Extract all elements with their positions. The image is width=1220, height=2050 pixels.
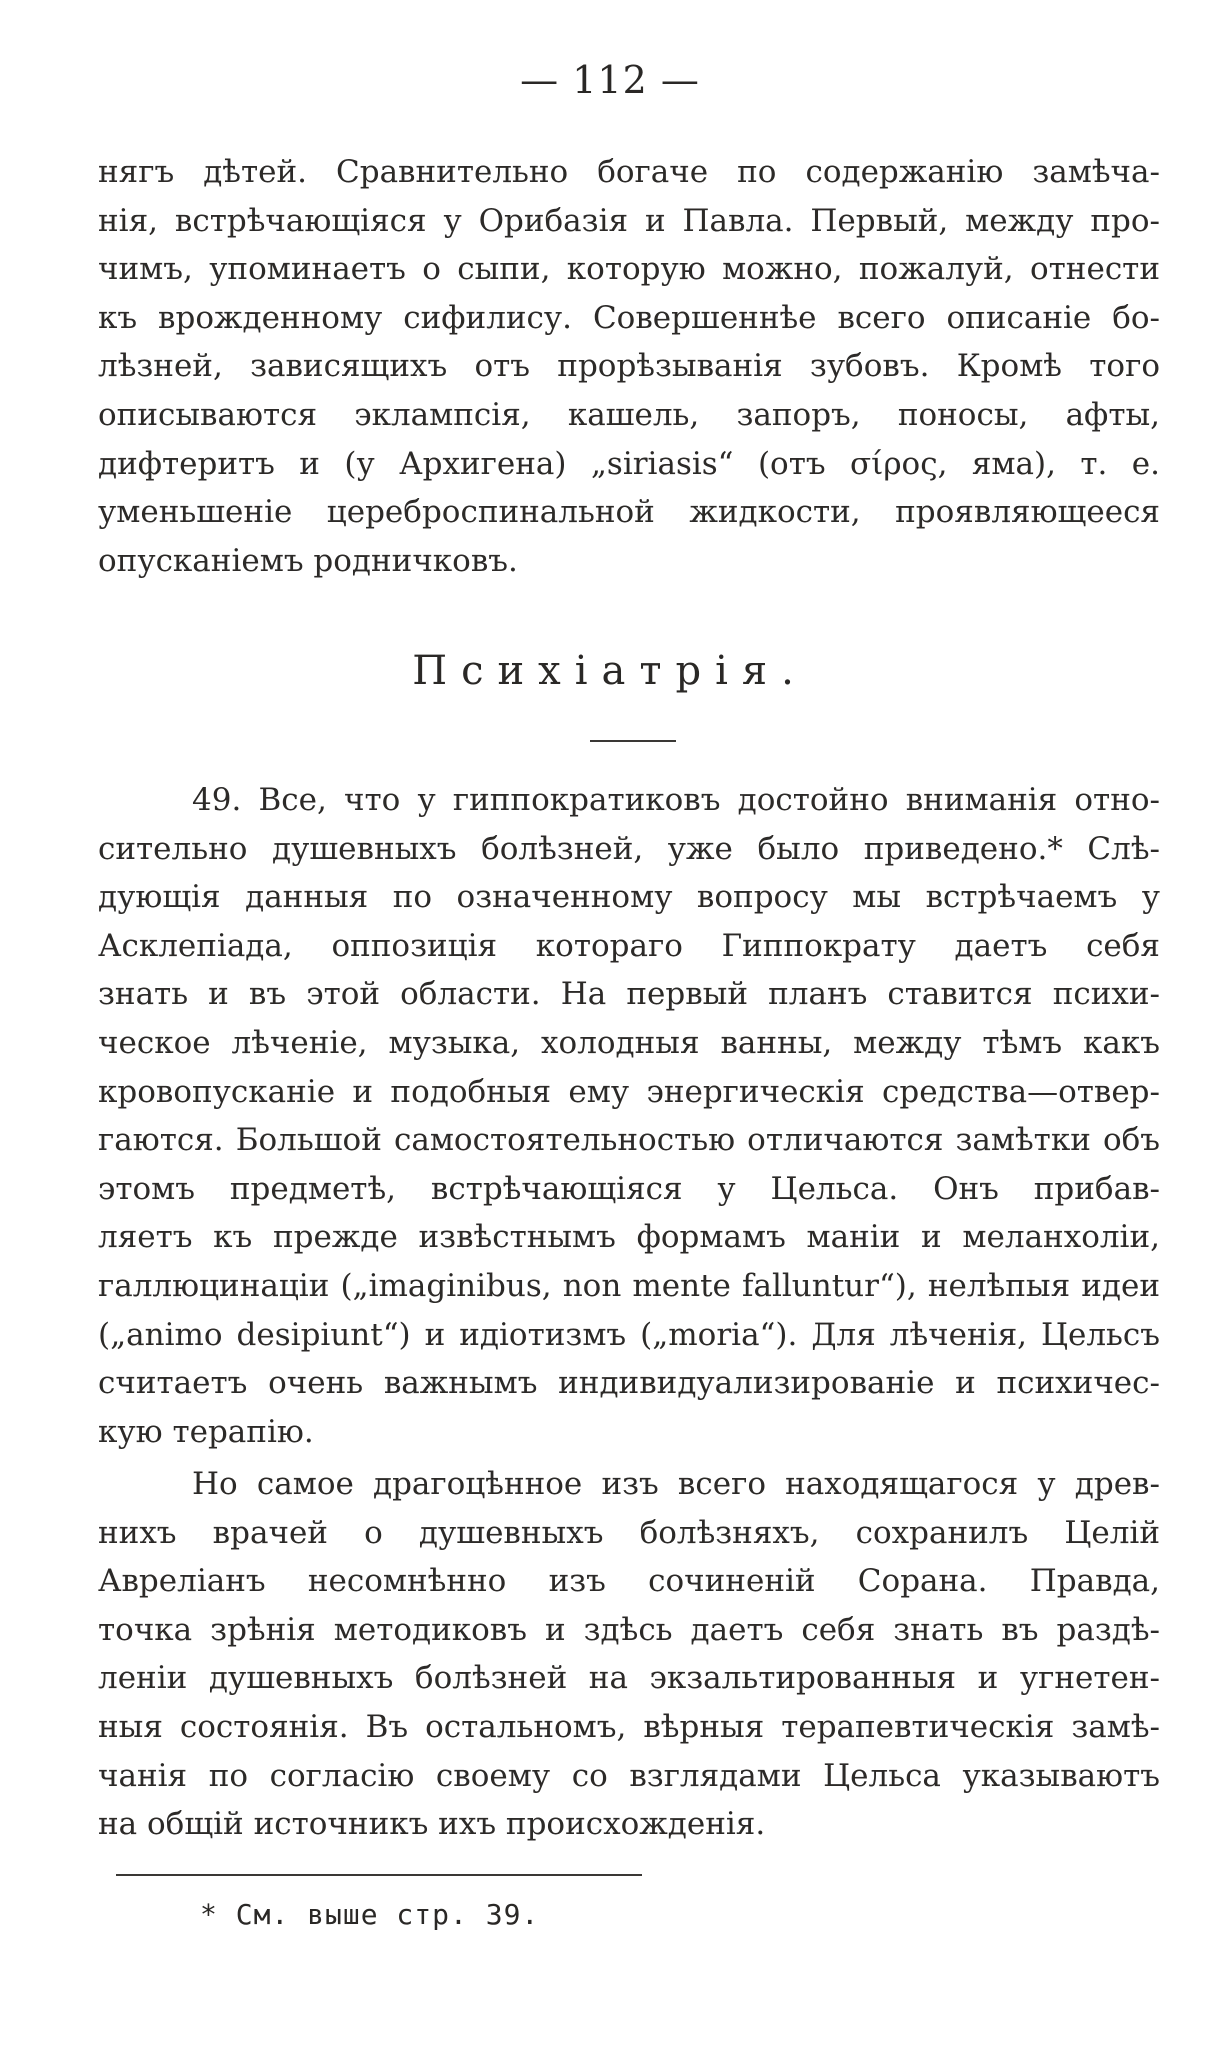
text-line: описываются эклампсія, кашель, запоръ, поносы, афты, — [98, 396, 1160, 433]
paragraph-pediatrics-continued — [98, 148, 1160, 585]
text-line: Авреліанъ несомнѣнно изъ сочиненій Сорана. Правда, — [98, 1563, 1160, 1600]
text-line: кую терапію. — [98, 1413, 314, 1450]
text-line: Асклепіада, оппозиція котораго Гиппократу даетъ себя — [98, 927, 1160, 964]
text-line: чанія по согласію своему со взглядами Цельса указываютъ — [98, 1757, 1160, 1794]
footnote-divider — [116, 1874, 642, 1876]
text-line: точка зрѣнія методиковъ и здѣсь даетъ себя знать въ раздѣ- — [98, 1611, 1160, 1648]
text-line: на общій источникъ ихъ происхожденія. — [98, 1806, 766, 1843]
text-line: лѣзней, зависящихъ отъ прорѣзыванія зубовъ. Кромѣ того — [98, 348, 1160, 385]
text-line: къ врожденному сифилису. Совершеннѣе всего описаніе бо- — [98, 299, 1160, 336]
heading-divider — [590, 740, 676, 742]
text-line: кровопусканіе и подобныя ему энергическія средства—отвер- — [98, 1073, 1160, 1110]
text-line: опусканіемъ родничковъ. — [98, 542, 518, 579]
text-line: 49. Все, что у гиппократиковъ достойно вниманія отно- — [192, 782, 1160, 818]
footnote: * См. выше стр. 39. — [200, 1898, 540, 1931]
text-line: ныя состоянія. Въ остальномъ, вѣрныя терапевтическія замѣ- — [98, 1708, 1160, 1745]
text-line: нихъ врачей о душевныхъ болѣзняхъ, сохранилъ Целій — [98, 1514, 1160, 1551]
paragraph-section-49 — [98, 776, 1160, 1456]
text-line: нягъ дѣтей. Сравнительно богаче по содержанію замѣча- — [98, 154, 1160, 190]
text-line: Но самое драгоцѣнное изъ всего находящагося у древ- — [192, 1466, 1160, 1502]
text-line: ческое лѣченіе, музыка, холодныя ванны, между тѣмъ какъ — [98, 1024, 1160, 1061]
text-line: дующія данныя по означенному вопросу мы встрѣчаемъ у — [98, 879, 1160, 916]
text-line: уменьшеніе цереброспинальной жидкости, проявляющееся — [98, 494, 1160, 531]
text-line: дифтеритъ и (у Архигена) „siriasis“ (отъ σίρος, яма), т. е. — [98, 445, 1160, 482]
text-line: сительно душевныхъ болѣзней, уже было приведено.* Слѣ- — [98, 830, 1160, 867]
section-heading: Психіатрія. — [412, 648, 808, 694]
text-line: чимъ, упоминаетъ о сыпи, которую можно, пожалуй, отнести — [98, 251, 1160, 288]
paragraph-caelius-aurelianus — [98, 1460, 1160, 1849]
page-number: — 112 — — [520, 58, 700, 102]
text-line: считаетъ очень важнымъ индивидуализированіе и психичес- — [98, 1365, 1160, 1402]
text-line: гаются. Большой самостоятельностью отличаются замѣтки объ — [98, 1122, 1160, 1159]
text-line: знать и въ этой области. На первый планъ ставится психи- — [98, 976, 1160, 1013]
text-line: этомъ предметѣ, встрѣчающіяся у Цельса. Онъ прибав- — [98, 1170, 1160, 1207]
text-line: („animo desipiunt“) и идіотизмъ („moria“). Для лѣченія, Цельсъ — [98, 1316, 1160, 1353]
text-line: галлюцинаціи („imaginibus, non mente falluntur“), нелѣпыя идеи — [98, 1267, 1160, 1304]
text-line: нія, встрѣчающіяся у Орибазія и Павла. Первый, между про- — [98, 202, 1160, 239]
text-line: ляетъ къ прежде извѣстнымъ формамъ маніи и меланхоліи, — [98, 1219, 1160, 1256]
text-line: леніи душевныхъ болѣзней на экзальтированныя и угнетен- — [98, 1660, 1160, 1697]
